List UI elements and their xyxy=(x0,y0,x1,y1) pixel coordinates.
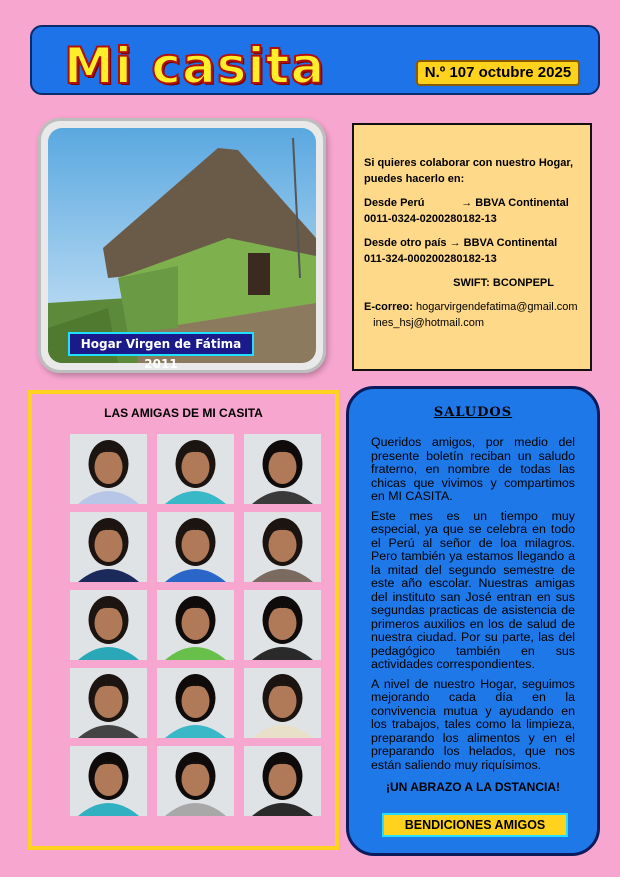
friends-panel xyxy=(28,390,339,850)
peru-account: 0011-0324-0200280182-13 xyxy=(364,213,497,225)
greetings-panel xyxy=(346,386,600,856)
peru-bank: BBVA Continental xyxy=(475,197,569,209)
friend-photo xyxy=(244,668,321,738)
photo-caption: Hogar Virgen de Fátima 2011 xyxy=(68,332,254,356)
friend-photo xyxy=(70,512,147,582)
friend-photo xyxy=(70,434,147,504)
greetings-paragraph-1: Queridos amigos, por medio del presente boletín reciban un saludo fraterno, en nombre de todas las chicas que vivimos y compartimos en MI CASITA. xyxy=(371,435,575,503)
email-line xyxy=(364,299,580,331)
greetings-title: SALUDOS xyxy=(433,405,513,420)
donation-info-box xyxy=(352,123,592,371)
friend-photo xyxy=(157,746,234,816)
peru-label: Desde Perú xyxy=(364,197,425,209)
arrow-right-icon: → xyxy=(461,197,473,209)
newsletter-title: Mi casita xyxy=(64,37,326,95)
blessings-banner: BENDICIONES AMIGOS xyxy=(382,813,568,837)
friend-photo xyxy=(70,746,147,816)
donation-intro: Si quieres colaborar con nuestro Hogar, puedes hacerlo en: xyxy=(364,157,574,185)
friend-photo xyxy=(157,590,234,660)
friend-photo xyxy=(244,590,321,660)
donation-peru xyxy=(364,195,580,227)
donation-abroad xyxy=(364,235,580,267)
arrow-right-icon: → xyxy=(449,237,461,249)
friends-heading: LAS AMIGAS DE MI CASITA xyxy=(104,406,263,420)
friend-photo xyxy=(244,434,321,504)
hug-message: ¡UN ABRAZO A LA DSTANCIA! xyxy=(386,780,560,794)
issue-badge: N.º 107 octubre 2025 xyxy=(416,60,580,86)
greetings-paragraph-2: Este mes es un tiempo muy especial, ya que se celebra en todo el Perú al señor de loa milagros. Pero también ya estamos llegando a la mitad del segundo semestre de este año escolar. Nuestras amigas del instituto san José entran en sus segundas practicas de asistencia de primeros auxilios en los de salud de nuestra ciudad. Por su parte, las del pedagógico también en sus actividades correspondientes. xyxy=(371,508,575,671)
friend-photo xyxy=(70,668,147,738)
newsletter-header xyxy=(30,25,600,95)
friend-photo xyxy=(244,746,321,816)
friend-photo xyxy=(157,512,234,582)
email-2[interactable]: ines_hsj@hotmail.com xyxy=(373,317,484,329)
friend-photo xyxy=(70,590,147,660)
greetings-paragraph-3: A nivel de nuestro Hogar, seguimos mejorando cada día en la convivencia mutua y ayudando en los trabajos, tales como la limpieza, preparando los alimentos y en el preparando los helados, que nos están saliendo muy riquísimos. xyxy=(371,676,575,772)
house-photo xyxy=(48,128,316,363)
friend-photo xyxy=(244,512,321,582)
abroad-label: Desde otro país xyxy=(364,237,447,249)
friend-photo xyxy=(157,434,234,504)
email-1[interactable]: hogarvirgendefatima@gmail.com xyxy=(415,301,578,313)
friends-photo-grid xyxy=(70,434,321,816)
friend-photo xyxy=(157,668,234,738)
abroad-bank: BBVA Continental 011-324-000200280182-13 xyxy=(364,237,558,265)
swift-code: SWIFT: BCONPEPL xyxy=(453,277,554,289)
email-label: E-correo: xyxy=(364,301,413,313)
